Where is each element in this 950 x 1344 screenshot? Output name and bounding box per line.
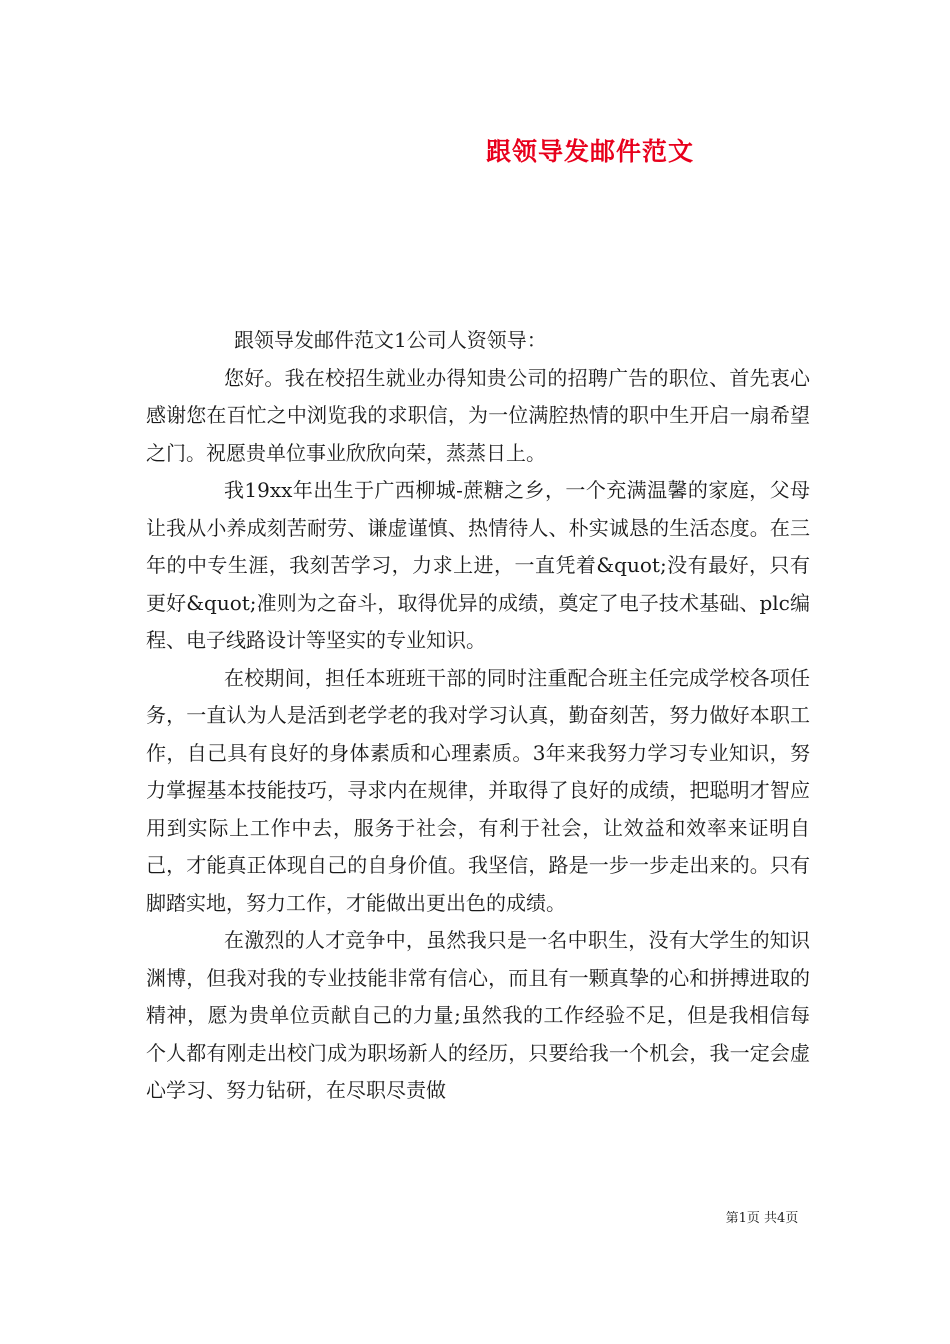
paragraph-school-period: 在校期间，担任本班班干部的同时注重配合班主任完成学校各项任务，一直认为人是活到老学老的我对学习认真，勤奋刻苦，努力做好本职工作，自己具有良好的身体素质和心理素质。3年来我努力学习专业知识，努力掌握基本技能技巧，寻求内在规律，并取得了良好的成绩，把聪明才智应用到实际上工作中去，服务于社会，有利于社会，让效益和效率来证明自己，才能真正体现自己的自身价值。我坚信，路是一步一步走出来的。只有脚踏实地，努力工作，才能做出更出色的成绩。	[146, 665, 810, 915]
page-footer: 第1页 共4页	[725, 1211, 799, 1226]
paragraph-competition: 在激烈的人才竞争中，虽然我只是一名中职生，没有大学生的知识渊博，但我对我的专业技能非常有信心，而且有一颗真挚的心和拼搏进取的精神，愿为贵单位贡献自己的力量;虽然我的工作经验不足，但是我相信每个人都有刚走出校门成为职场新人的经历，只要给我一个机会，我一定会虚心学习、努力钻研，在尽职尽责做	[146, 928, 810, 1102]
document-title: 跟领导发邮件范文	[485, 137, 694, 166]
paragraph-greeting: 您好。我在校招生就业办得知贵公司的招聘广告的职位、首先衷心感谢您在百忙之中浏览我的求职信，为一位满腔热情的职中生开启一扇希望之门。祝愿贵单位事业欣欣向荣，蒸蒸日上。	[146, 365, 810, 465]
paragraph-salutation: 跟领导发邮件范文1公司人资领导：	[234, 328, 547, 352]
paragraph-background: 我19xx年出生于广西柳城-蔗糖之乡，一个充满温馨的家庭，父母让我从小养成刻苦耐劳、谦虚谨慎、热情待人、朴实诚恳的生活态度。在三年的中专生涯，我刻苦学习，力求上进，一直凭着&quot;没有最好，只有更好&quot;准则为之奋斗，取得优异的成绩，奠定了电子技术基础、plc编程、电子线路设计等坚实的专业知识。	[146, 478, 810, 652]
document-body	[146, 322, 810, 1110]
